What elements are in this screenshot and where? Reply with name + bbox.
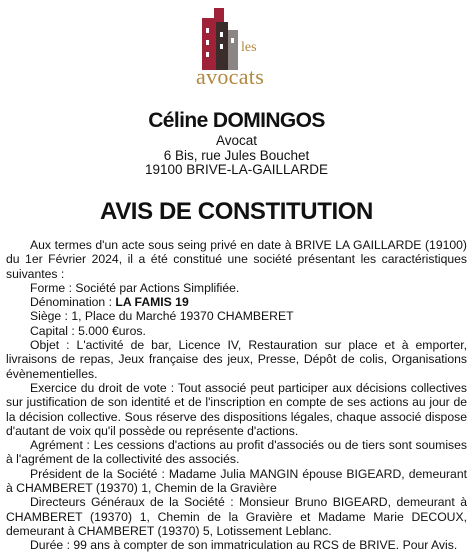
lawyer-address — [0, 134, 473, 178]
duree-paragraph: Durée : 99 ans à compter de son immatriculation au RCS de BRIVE. Pour Avis. — [30, 538, 458, 553]
profession: Avocat — [215, 133, 258, 148]
agrement-paragraph: Agrément : Les cessions d'actions au profit d'associés ou de tiers sont soumises à l'agrément de la collectivité des associés. — [6, 438, 467, 467]
les-avocats-logo — [196, 6, 286, 88]
capital-line: Capital : 5.000 €uros. — [30, 323, 146, 338]
directeurs-paragraph: Directeurs Généraux de la Société : Monsieur Bruno BIGEARD, demeurant à CHAMBERET (19370) 1, Chemin de la Gravière et Madame Marie DECOUX, demeurant à CHAMBERET (19370) 5, Lotissement Leblanc. — [6, 495, 467, 538]
street-address: 6 Bis, rue Jules Bouchet — [163, 147, 310, 163]
siege-line: Siège : 1, Place du Marché 19370 CHAMBERET — [30, 309, 294, 324]
lawyer-name: Céline DOMINGOS — [148, 109, 325, 132]
denomination-label: Dénomination : — [30, 295, 116, 310]
logo-big-word: avocats — [196, 64, 265, 89]
forme-line: Forme : Société par Actions Simplifiée. — [30, 280, 240, 295]
logo-small-word: les — [241, 40, 257, 55]
notice-body — [6, 238, 467, 553]
notice-title: AVIS DE CONSTITUTION — [100, 198, 373, 225]
city-address: 19100 BRIVE-LA-GAILLARDE — [144, 162, 329, 177]
president-paragraph: Président de la Société : Madame Julia MANGIN épouse BIGEARD, demeurant à CHAMBERET (19370) 1, Chemin de la Gravière — [6, 466, 467, 496]
intro-paragraph: Aux termes d'un acte sous seing privé en date à BRIVE LA GAILLARDE (19100) du 1er Février 2024, il a été constitué une société présentant les caractéristiques suivantes : — [6, 238, 467, 281]
building-icon — [200, 8, 240, 70]
denomination-value: LA FAMIS 19 — [115, 295, 189, 310]
objet-paragraph: Objet : L'activité de bar, Licence IV, Restauration sur place et à emporter, livraisons de repas, Jeux française des jeux, Presse, Dépôt de colis, Organisations évènementielles. — [6, 338, 467, 381]
denomination-line — [6, 295, 467, 309]
vote-paragraph: Exercice du droit de vote : Tout associé peut participer aux décisions collectives sur justification de son identité et de l'inscription en compte de ses actions au jour de la décision collective. Sous réserve des dispositions légales, chaque associé dispose d'autant de voix qu'il possède ou représente d'actions. — [6, 380, 467, 438]
